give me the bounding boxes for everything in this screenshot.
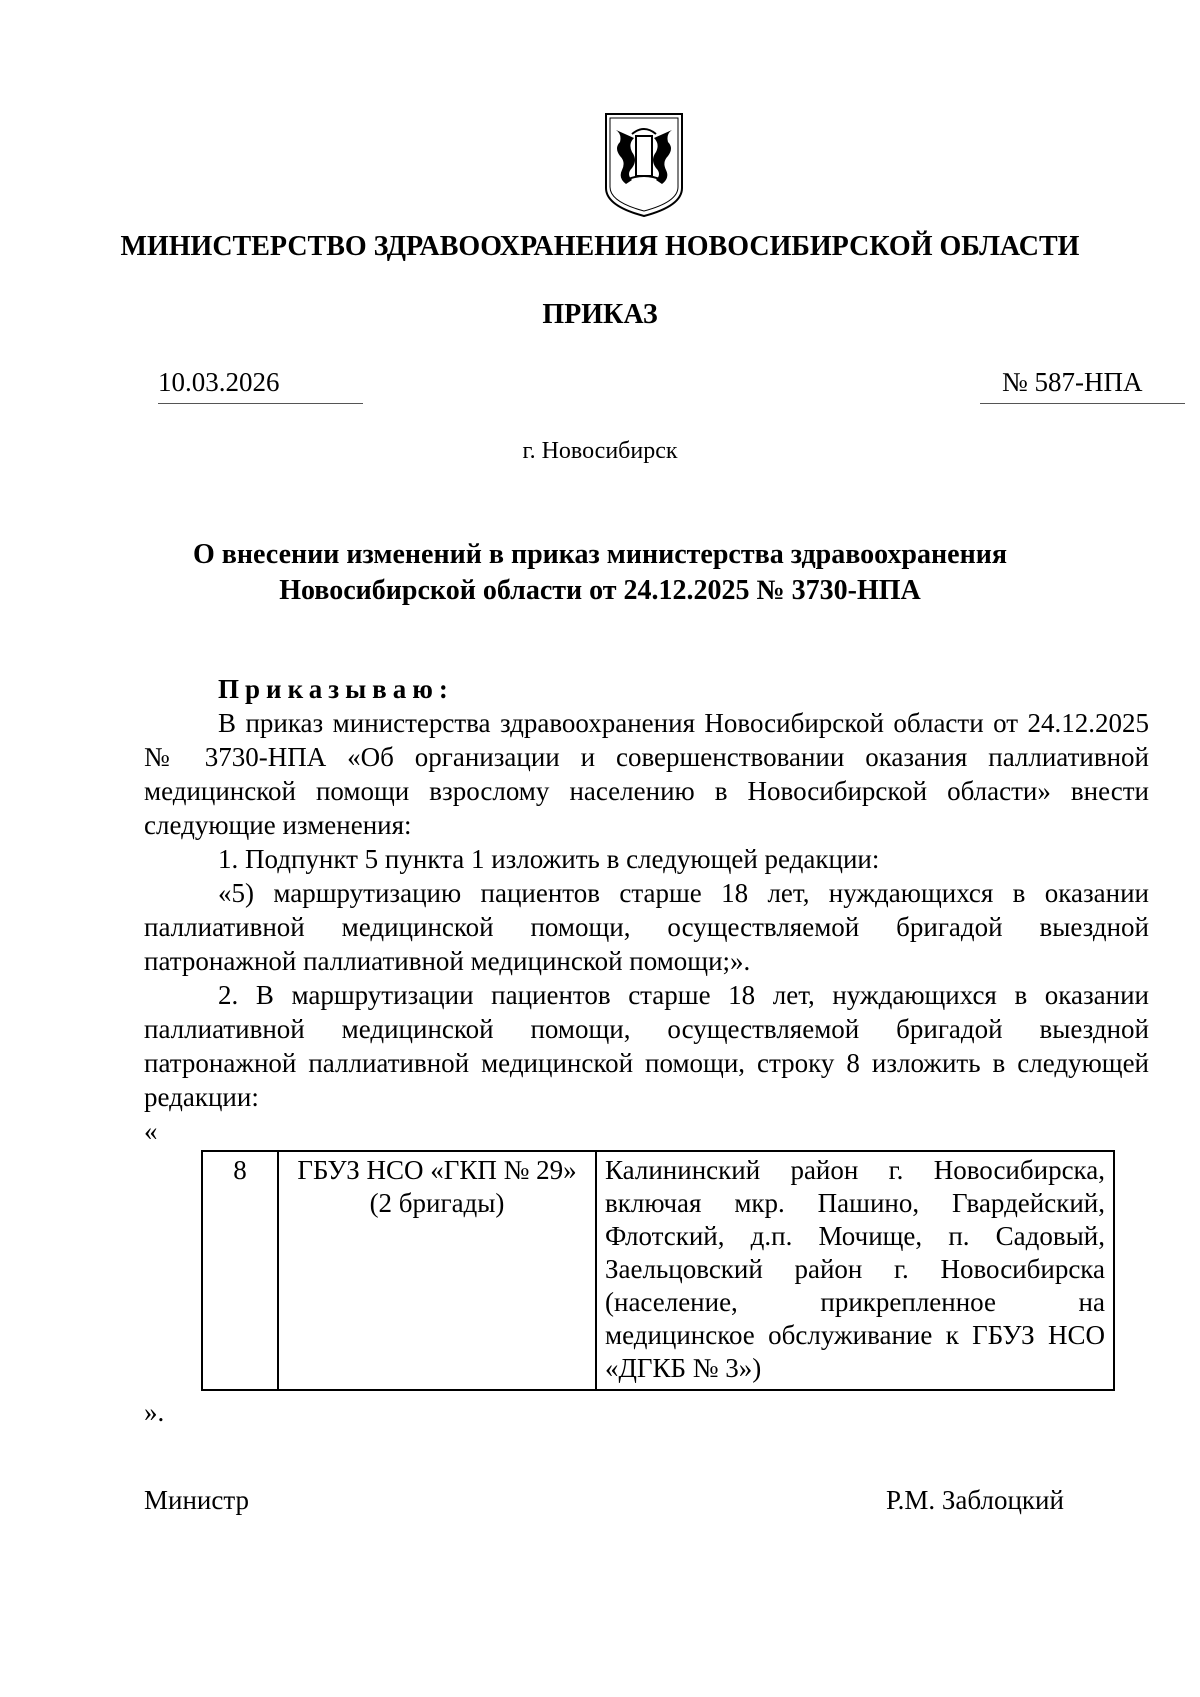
- subject-line-2: Новосибирской области от 24.12.2025 № 3730-НПА: [279, 575, 921, 606]
- order-number-field: [980, 365, 1185, 404]
- table-row: [202, 1151, 1114, 1390]
- signer-title: Министр: [144, 1485, 249, 1515]
- signer-name: Р.М. Заблоцкий: [886, 1485, 1064, 1515]
- table-close-quote: ».: [144, 1397, 165, 1427]
- order-body: [144, 672, 1149, 1429]
- row-organization: [278, 1151, 596, 1390]
- item-1: 1. Подпункт 5 пункта 1 изложить в следующей редакции:: [218, 844, 880, 874]
- table-open-quote: «: [144, 1116, 158, 1146]
- routing-table: [201, 1150, 1115, 1391]
- row-service-area: Калининский район г. Новосибирска, включая мкр. Пашино, Гвардейский, Флотский, д.п. Мочище, п. Садовый, Заельцовский район г. Новосибирска (население, прикрепленное на медицинское обслуживание к ГБУЗ НСО «ДГКБ № 3»): [596, 1151, 1114, 1390]
- coat-of-arms-icon: [602, 110, 686, 218]
- intro-paragraph: В приказ министерства здравоохранения Новосибирской области от 24.12.2025 № 3730-НПА «Об организации и совершенствовании оказания паллиативной медицинской помощи взрослому населению в Новосибирской области» внести следующие изменения:: [144, 708, 1149, 840]
- order-number: № 587-НПА: [1002, 367, 1143, 397]
- ministry-name: МИНИСТЕРСТВО ЗДРАВООХРАНЕНИЯ НОВОСИБИРСКОЙ ОБЛАСТИ: [120, 231, 1080, 262]
- order-date: 10.03.2026: [158, 367, 280, 397]
- order-subject: [120, 537, 1080, 609]
- city: г. Новосибирск: [522, 438, 678, 464]
- brigade-count: (2 бригады): [369, 1188, 505, 1218]
- organization-name: ГБУЗ НСО «ГКП № 29»: [297, 1155, 577, 1185]
- document-type: ПРИКАЗ: [542, 299, 658, 330]
- decree-word: Приказываю:: [218, 674, 454, 704]
- subject-line-1: О внесении изменений в приказ министерства здравоохранения: [193, 539, 1007, 570]
- item-2: 2. В маршрутизации пациентов старше 18 лет, нуждающихся в оказании паллиативной медицинской помощи, осуществляемой бригадой выездной патронажной паллиативной медицинской помощи, строку 8 изложить в следующей редакции:: [144, 980, 1149, 1112]
- row-number: 8: [202, 1151, 278, 1390]
- item-1-text: «5) маршрутизацию пациентов старше 18 лет, нуждающихся в оказании паллиативной медицинской помощи, осуществляемой бригадой выездной патронажной паллиативной медицинской помощи;».: [144, 878, 1149, 976]
- order-date-field: [158, 365, 363, 404]
